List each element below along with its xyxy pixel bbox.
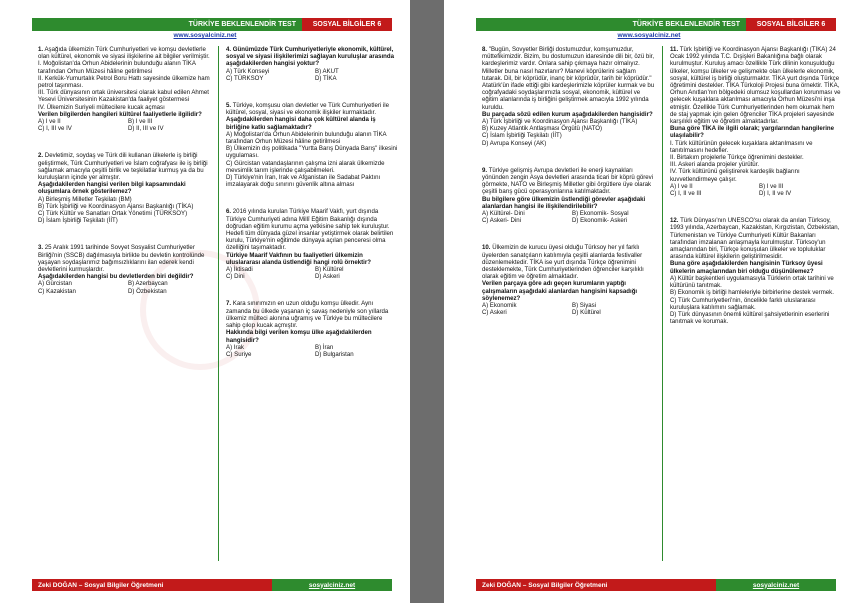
question-text: Kara sınırımızın en uzun olduğu komşu ülkedir. Aynı zamanda bu ülkede yaşanan iç savaş nedeniyle son yıllarda ülkemiz mülteci akınına uğramış ve Türkiye bu mültecilere sahip çıkıp kucak açmıştır.: [226, 300, 389, 330]
answer-options: [226, 131, 398, 189]
site-link[interactable]: www.sosyalciniz.net: [617, 32, 681, 39]
column-divider: [218, 46, 219, 561]
question-stem: Verilen bilgilerden hangileri kültürel faaliyetlerle ilgilidir?: [38, 110, 202, 118]
answer-option[interactable]: C) Türk Kültür ve Sanatları Ortak Yönetimi (TÜRKSOY): [38, 210, 188, 218]
question-stem: Verilen parçaya göre adı geçen kurumların yaptığı çalışmaların aşağıdaki alanlardan hangisini kapsadığı söylenemez?: [482, 280, 638, 302]
column-divider: [662, 46, 663, 561]
answer-option[interactable]: A) Irak: [226, 343, 244, 351]
question-stem: Aşağıdakilerden hangisi bu devletlerden biri değildir?: [38, 273, 194, 281]
answer-option[interactable]: B) Ekonomik- Sosyal: [572, 210, 629, 218]
footer-site-link[interactable]: sosyalciniz.net: [716, 579, 836, 591]
answer-option[interactable]: A) Türk Konseyi: [226, 67, 270, 75]
question-4: [226, 46, 398, 82]
column-left: [38, 46, 212, 556]
question-number: 5.: [226, 102, 232, 110]
statement-item: IV. Türk kültürünü geliştirerek kardeşlik bağlarını kuvvetlendirmeye çalışır.: [670, 168, 800, 183]
answer-options: [38, 280, 212, 294]
question-line: IV. Ülkemizin Suriyeli mültecilere kucak açması: [38, 103, 165, 111]
answer-option[interactable]: D) Türk dünyasının önemli kültürel şahsiyetlerinin eserlerini tanıtmak ve korumak.: [670, 310, 830, 326]
answer-option[interactable]: C) Askeri: [482, 309, 507, 317]
question-5: [226, 102, 398, 188]
question-line: Atatürk'ün ifade ettiği gibi kardeşlerimizle köprüler kurmak ve bu coğrafyadaki soydaşlarımızla sosyal, ekonomik, kültürel ve eğitim alanlarında iş birliğini geliştirmek amacıyla 1992 yılında kuruldu.: [482, 82, 655, 111]
footer-author: Zeki DOĞAN – Sosyal Bilgiler Öğretmeni: [476, 579, 716, 591]
answer-option[interactable]: D) Kültürel: [572, 309, 601, 317]
question-number: 3.: [38, 244, 44, 252]
question-text: Türk İşbirliği ve Koordinasyon Ajansı Başkanlığı (TİKA) 24 Ocak 1992 yılında T.C. Dışişleri Bakanlığına bağlı olarak kurulmuştur. Kuruluş amacı özellikle Türk dilinin konuşulduğu ülkeler, komşu ülkeler ve gelişmekte olan ülkelerle ekonomik, sosyal, kültürel iş birliği oluşturmaktır. TİKA yurt dışında Türkçe öğretimini destekler. TİKA Türkoloji Projesi buna örnektir. TİKA, Orhun Anıtları'nın bölgedeki olumsuz koşullardan korunması ve gelecek kuşaklara aktarılması amacıyla Orhun Müzesi'ni inşa etmiştir. Özellikle Türk Cumhuriyetlerinden hem okumak hem de staj yapmak için gelen öğrenciler TİKA projeleri sayesinde karşılıklı eğitim ve öğretim almaktadırlar.: [670, 46, 841, 126]
answer-option[interactable]: D) I, II ve IV: [759, 190, 792, 198]
question-11: [670, 46, 842, 197]
question-stem: Aşağıdakilerden hangisi verilen bilgi kapsamındaki oluşumlara örnek gösterilemez?: [38, 181, 186, 196]
answer-option[interactable]: B) İran: [315, 343, 334, 351]
answer-option[interactable]: B) Azerbaycan: [128, 280, 168, 288]
answer-option[interactable]: C) Gürcistan vatandaşlarının çalışma izni alarak ülkemizde mevsimlik tarım işlerinde çalışabilmeleri.: [226, 159, 385, 174]
question-stem: Bu bilgilere göre ülkemizin üstlendiği görevler aşağıdaki alanlardan hangisi ile ilişkilendirilebilir?: [482, 195, 646, 210]
answer-option[interactable]: B) Ülkemizin dış politikada "Yurtta Barış Dünyada Barış" ilkesini uygulaması.: [226, 145, 398, 160]
question-number: 12.: [670, 217, 679, 225]
answer-options: [670, 275, 842, 325]
question-2: [38, 152, 212, 224]
question-number: 8.: [482, 46, 488, 53]
answer-options: [226, 344, 398, 358]
answer-options: [482, 210, 656, 224]
answer-options: [482, 118, 656, 147]
question-7: [226, 300, 398, 358]
answer-options: [226, 266, 398, 280]
answer-option[interactable]: D) Askeri: [315, 273, 340, 281]
footer-site-link[interactable]: sosyalciniz.net: [272, 579, 392, 591]
answer-options: [226, 68, 398, 82]
page-header: [476, 18, 836, 31]
answer-option[interactable]: C) I, II ve III: [670, 190, 702, 198]
question-stem: Aşağıdakilerden hangisi daha çok kültürel alanda iş birliğine katkı sağlamaktadır?: [226, 116, 376, 131]
answer-option[interactable]: B) Kültürel: [315, 266, 344, 274]
answer-option[interactable]: A) İktisadi: [226, 266, 253, 274]
answer-option[interactable]: A) I ve II: [670, 182, 693, 190]
question-stem: Bu parçada sözü edilen kurum aşağıdakilerden hangisidir?: [482, 110, 653, 118]
answer-option[interactable]: D) Avrupa Konseyi (AK): [482, 139, 547, 147]
page-left: [0, 0, 410, 603]
subject-label: SOSYAL BİLGİLER 6: [302, 18, 392, 31]
page-header: [32, 18, 392, 31]
question-stem: Hakkında bilgi verilen komşu ülke aşağıdakilerden hangisidir?: [226, 329, 372, 344]
question-text: Devletimiz, soydaş ve Türk dili kullanan ülkelerle iş birliği geliştirmek, Türk Cumhuriyetleri ve İslam coğrafyası ile iş birliği sağlamak amacıyla çeşitli birlik ve teşkilatlar kurmuş ya da bu kuruluşların içinde yer almıştır.: [38, 152, 208, 182]
question-number: 9.: [482, 166, 488, 174]
answer-option[interactable]: D) TİKA: [315, 74, 337, 82]
answer-options: [38, 118, 212, 132]
answer-option[interactable]: B) Siyasi: [572, 302, 597, 310]
answer-option[interactable]: D) Bulgaristan: [315, 350, 354, 358]
page-right: [444, 0, 854, 603]
answer-option[interactable]: C) I, III ve IV: [38, 125, 72, 133]
question-9: [482, 167, 656, 225]
question-number: 1.: [38, 46, 44, 53]
answer-options: [38, 196, 212, 225]
column-right: [670, 46, 842, 556]
question-3: [38, 244, 212, 294]
column-right: [226, 46, 398, 556]
question-12: [670, 217, 842, 325]
question-6: [226, 208, 398, 280]
question-text: Türkiye gelişmiş Avrupa devletleri ile enerji kaynakları yönünden zengin Asya devletleri arasında ticari bir köprü görevi görmekte, NATO ve Birleşmiş Milletler gibi örgütlere üye olarak çeşitli barış gücü operasyonlarına katılmaktadır.: [482, 166, 654, 196]
footer-author: Zeki DOĞAN – Sosyal Bilgiler Öğretmeni: [32, 579, 272, 591]
question-10: [482, 244, 656, 316]
answer-option[interactable]: B) Türk İşbirliği ve Koordinasyon Ajansı Başkanlığı (TİKA): [38, 202, 194, 210]
answer-option[interactable]: C) Askeri- Dini: [482, 217, 521, 225]
question-stem: Günümüzde Türk Cumhuriyetleriyle ekonomik, kültürel, sosyal ve siyasi ilişkilerimizi sağlayan kuruluşlar arasında aşağıdakilerden hangisi yoktur?: [226, 46, 395, 68]
statement-item: I. Türk kültürünün gelecek kuşaklara aktarılmasını ve tanıtılmasını hedefler.: [670, 139, 813, 154]
test-title: TÜRKİYE BEKLENLENDİR TEST: [476, 18, 746, 31]
answer-option[interactable]: A) Moğolistan'da Orhun Abidelerinin bulunduğu alanın TİKA tarafından Orhun Müzesi hâline getirilmesi: [226, 130, 387, 146]
answer-option[interactable]: A) Kültür başkentleri uygulamasıyla Türklerin ortak tarihini ve kültürünü tanıtmak.: [670, 274, 834, 290]
answer-option[interactable]: C) Dini: [226, 273, 245, 281]
question-8: [482, 46, 656, 147]
answer-option[interactable]: B) I ve III: [759, 182, 784, 190]
page-footer: [476, 579, 836, 591]
answer-option[interactable]: D) Türkiye'nin İran, Irak ve Afganistan ile Sadabat Paktını imzalayarak doğu sınırını güvenlik altına alması: [226, 174, 381, 189]
question-text: Türk Dünyası'nın UNESCO'su olarak da anılan Türksoy, 1993 yılında, Azerbaycan, Kazakistan, Kırgızistan, Özbekistan, Türkmenistan ve Türkiye Cumhuriyeti Kültür Bakanları tarafından imzalanan anlaşmayla kurulmuştur. Türksoy'un amaçlarından biri, Türkçe konuşulan ülkeler ve topluluklar arasında kültürel ilişkilerin geliştirilmesidir.: [670, 217, 840, 261]
answer-options: [482, 302, 656, 316]
question-stem: Türkiye Maarif Vakfının bu faaliyetleri ülkemizin uluslararası alanda üstlendiği hangi rolü örnektir?: [226, 251, 371, 266]
subject-label: SOSYAL BİLGİLER 6: [746, 18, 836, 31]
answer-option[interactable]: A) I ve II: [38, 118, 61, 126]
site-link[interactable]: www.sosyalciniz.net: [173, 32, 237, 39]
answer-option[interactable]: C) İslam İşbirliği Teşkilatı (İİT): [482, 132, 562, 140]
question-text: 2016 yılında kurulan Türkiye Maarif Vakfı, yurt dışında Türkiye Cumhuriyeti adına Millî Eğitim Bakanlığı dışında doğrudan eğitim kurumu açma yetkisine sahip tek kuruluştur. Hedefi tüm dünyada güzel insanlar yetiştirmek olarak belirtilen kurulu, Türkiye'nin eğitimde dünyaya açılan penceresi olma özelliğini taşımaktadır.: [226, 208, 394, 252]
question-text: Aşağıda ülkemizin Türk Cumhuriyetleri ve komşu devletlerle olan kültürel, ekonomik ve siyasi ilişkilerine ait bilgiler verilmiştir.: [38, 46, 210, 61]
question-stem: Buna göre aşağıdakilerden hangisinin Türksoy üyesi ülkelerin amaçlarından biri olduğu düşünülemez?: [670, 260, 823, 275]
page-footer: [32, 579, 392, 591]
answer-option[interactable]: B) Kuzey Atlantik Antlaşması Örgütü (NATO): [482, 125, 602, 133]
question-text: Ülkemizin de kurucu üyesi olduğu Türksoy her yıl farklı üyelerden sanatçıların katılımıyla çeşitli alanlarda festivaller düzenlemektedir. TİKA ise yurt dışında Türkçe öğrenimini desteklemekte, Türk Cumhuriyetlerinden öğrenciler karşılıklı olarak eğitim ve öğretim almaktadır.: [482, 244, 644, 281]
answer-option[interactable]: D) Ekonomik- Askeri: [572, 217, 628, 225]
answer-options: [670, 183, 842, 197]
answer-option[interactable]: A) Ekonomik: [482, 302, 517, 310]
answer-option[interactable]: C) Suriye: [226, 350, 252, 358]
question-number: 2.: [38, 152, 44, 160]
answer-option[interactable]: A) Kültürel- Dini: [482, 210, 525, 218]
question-1: [38, 46, 212, 132]
question-text: 25 Aralık 1991 tarihinde Sovyet Sosyalist Cumhuriyetler Birliği'nin (SSCB) dağılmasıyla birlikte bu devletin kontrolünde yaşayan soydaşlarımız bağımsızlıklarını ilan ederek kendi devletlerini kurmuşlardır.: [38, 244, 205, 274]
answer-option[interactable]: C) TÜRKSOY: [226, 74, 264, 82]
question-text: "Bugün, Sovyetler Birliği dostumuzdur, komşumuzdur, müttefikimizdir. Bizim, bu dostumuzun idaresinde dili bir, özü bir, kardeşlerimiz vardır. Onlara sahip çıkmaya hazır olmalıyız. Milletler buna nasıl hazırlanır? Manevi köprülerini sağlam tutarak. Dil, bir köprüdür, inanç bir köprüdür, tarih bir köprüdür.": [482, 46, 655, 82]
column-left: [482, 46, 656, 556]
answer-option[interactable]: A) Gürcistan: [38, 280, 72, 288]
question-line: I. Moğolistan'da Orhun Abidelerinin bulunduğu alanın TİKA tarafından Orhun Müzesi hâline getirilmesi: [38, 60, 196, 75]
answer-option[interactable]: D) Özbekistan: [128, 287, 167, 295]
question-line: II. Kerkük-Yumurtalık Petrol Boru Hattı sayesinde ülkemize ham petrol taşınması.: [38, 74, 210, 90]
statement-item: II. Birtakım projelerle Türkçe öğrenimini destekler.: [670, 154, 804, 162]
statement-item: III. Askeri alanda projeler yürütür.: [670, 161, 760, 169]
question-number: 7.: [226, 300, 232, 308]
question-number: 4.: [226, 46, 232, 53]
question-number: 10.: [482, 244, 491, 252]
test-title: TÜRKİYE BEKLENLENDİR TEST: [32, 18, 302, 31]
question-line: III. Türk dünyasının ortak üniversitesi olarak kabul edilen Ahmet Yesevi Üniversitesinin Kazakistan'da faaliyet göstermesi: [38, 89, 209, 104]
question-number: 6.: [226, 208, 232, 216]
answer-option[interactable]: B) AKUT: [315, 67, 339, 75]
answer-option[interactable]: A) Türk İşbirliği ve Koordinasyon Ajansı Başkanlığı (TİKA): [482, 118, 638, 126]
question-stem: Buna göre TİKA ile ilgili olarak; yargılarından hangilerine ulaşılabilir?: [670, 125, 835, 140]
answer-option[interactable]: A) Birleşmiş Milletler Teşkilatı (BM): [38, 195, 132, 203]
question-text: Türkiye, komşusu olan devletler ve Türk Cumhuriyetleri ile kültürel, sosyal, siyasi ve ekonomik ilişkiler kurmaktadır.: [226, 102, 390, 117]
answer-option[interactable]: C) Türk Cumhuriyetleri'nin, öncelikle farklı uluslararası kuruluşlara katılımını sağlamak.: [670, 296, 816, 311]
answer-option[interactable]: B) Ekonomik iş birliği hamleleriyle birbirlerine destek vermek.: [670, 289, 834, 297]
answer-option[interactable]: D) İslam İşbirliği Teşkilatı (İİT): [38, 217, 118, 225]
answer-option[interactable]: B) I ve III: [128, 118, 153, 126]
answer-option[interactable]: D) II, III ve IV: [128, 125, 164, 133]
answer-option[interactable]: C) Kazakistan: [38, 287, 76, 295]
question-number: 11.: [670, 46, 679, 53]
